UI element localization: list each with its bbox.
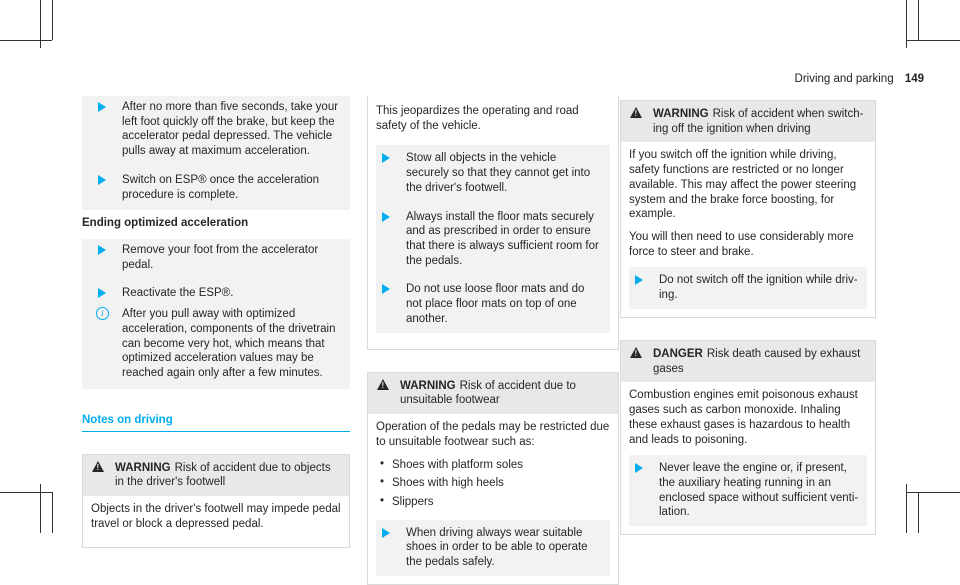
crop-mark [0,40,52,41]
danger-body [621,382,875,534]
crop-mark [0,492,52,493]
step-text: Switch on ESP® once the acceleration procedure is complete. [122,173,320,201]
list-item: • Slippers [376,495,610,510]
page-header [795,72,924,87]
subheading: Ending optimized acceleration [82,217,249,230]
crop-mark [906,492,960,493]
info-icon: i [96,307,109,320]
warning-header [621,101,875,142]
warning-body [83,496,349,547]
warning-label: WARNING [400,379,456,392]
warning-icon [92,461,104,472]
crop-mark [906,40,960,41]
info-text: After you pull away with optimized acceleration, components of the drivetrain can become very hot, which means that optimized acceleration values may be reached again only after a few minutes. [122,308,336,380]
step-text: Reactivate the ESP®. [122,287,234,300]
warning-icon [377,379,389,390]
instruction-step [376,282,602,326]
step-text: Stow all objects in the vehicle securely so that they cannot get into the driver's footwell. [406,152,591,194]
step-block [629,267,867,308]
step-block [82,96,350,210]
danger-text: Combustion engines emit poisonous exhaust gases such as carbon monoxide. Inhaling these exhaust gases is hazardous to health and leads to poisoning. [629,389,858,446]
warning-icon [630,347,642,358]
instruction-step [92,173,342,202]
danger-label: DANGER [653,347,703,360]
danger-box [620,340,876,535]
step-block [629,455,867,526]
step-arrow-icon [635,463,643,473]
warning-header [83,455,349,496]
warning-body [621,142,875,316]
warning-text: Operation of the pedals may be restricted due to unsuitable footwear such as: [376,421,610,448]
list-item: • Shoes with high heels [376,476,610,491]
instruction-step [376,210,602,269]
step-block [82,239,350,389]
instruction-step [92,100,342,159]
warning-body [368,414,618,584]
step-text: When driving always wear suitable shoes in order to be able to operate the pedals safely. [406,526,588,569]
step-text: Do not use loose floor mats and do not place floor mats on top of one another. [406,283,585,325]
step-arrow-icon [98,245,106,255]
warning-text: Objects in the driver's footwell may impede pedal travel or block a depressed pedal. [91,502,341,530]
step-arrow-icon [635,275,643,285]
info-note [92,307,342,381]
warning-continuation [367,96,619,350]
step-text: Never leave the engine or, if present, the auxiliary heating running in an enclosed space without sufficient ventilation. [659,462,859,519]
step-arrow-icon [382,212,390,222]
step-text: Remove your foot from the accelerator pedal. [122,244,319,271]
step-block [376,520,610,576]
step-text: After no more than five seconds, take your left foot quickly off the brake, but keep the accelerator pedal depressed. The vehicle pulls away at maximum acceleration. [122,101,339,158]
step-arrow-icon [382,284,390,294]
warning-text: You will then need to use considerably more force to steer and brake. [629,231,854,258]
column-1 [82,96,350,548]
instruction-step [376,526,602,570]
instruction-step [629,461,859,520]
page-number: 149 [904,73,924,85]
step-arrow-icon [98,102,106,112]
column-3 [620,100,876,535]
step-block [376,145,610,332]
warning-header [368,373,618,414]
warning-title: Risk of accident when switching off the ignition when driving [653,108,864,135]
section-name: Driving and parking [794,73,894,85]
warning-label: WARNING [653,108,709,120]
step-text: Do not switch off the ignition while driving. [659,274,858,302]
section-title: Notes on driving [82,413,350,432]
danger-header [621,341,875,382]
step-arrow-icon [98,288,106,298]
list-item: • Shoes with platform soles [376,458,610,473]
warning-box [620,100,876,318]
crop-mark [918,492,919,533]
warning-box [367,372,619,585]
step-text: Always install the floor mats securely and as prescribed in order to ensure that there is always sufficient room for the pedals. [406,210,599,267]
instruction-step [629,273,859,302]
step-arrow-icon [382,153,390,163]
instruction-step [376,151,602,195]
warning-text: If you switch off the ignition while driving, safety functions are restricted or no longer available. This may affect the power steering system and the brake force boosting, for example. [629,149,857,221]
bullet-list [376,458,610,510]
warning-title: Risk of accident due to unsuitable footwear [400,379,576,407]
column-2 [367,96,619,585]
continued-text: This jeopardizes the operating and road safety of the vehicle. [376,105,579,132]
instruction-step [92,243,342,272]
crop-mark [918,0,919,40]
warning-icon [630,107,642,118]
step-arrow-icon [98,175,106,185]
danger-title: Risk death caused by exhaust gases [653,347,861,375]
instruction-step [92,286,342,301]
warning-label: WARNING [115,461,171,474]
crop-mark [52,0,53,40]
crop-mark [52,492,53,533]
warning-title: Risk of accident due to objects in the driver's footwell [115,461,331,489]
warning-box [82,454,350,549]
